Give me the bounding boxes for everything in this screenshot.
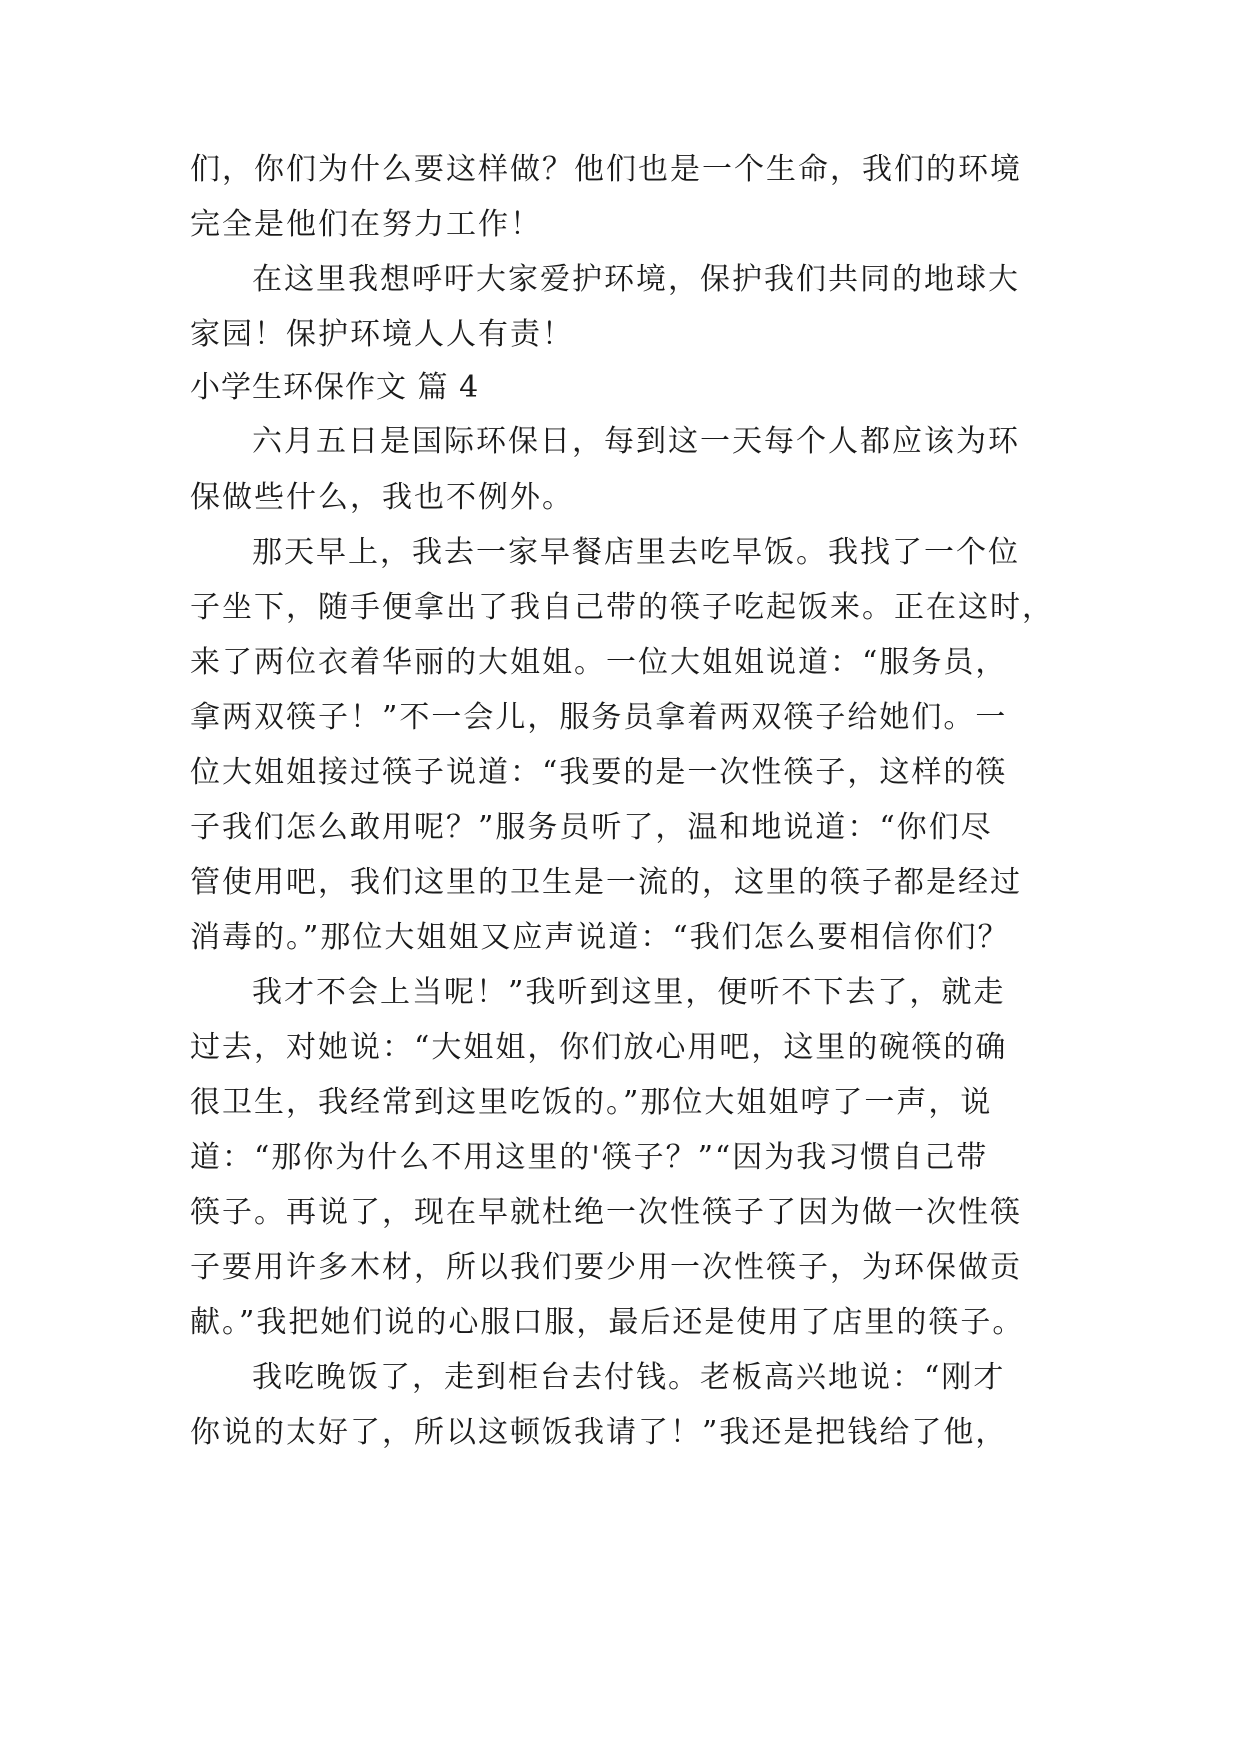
paragraph-first-line: 我吃晚饭了，走到柜台去付钱。老板高兴地说：“刚才 <box>252 1360 1006 1395</box>
text-line: 过去，对她说：“大姐姐，你们放心用吧，这里的碗筷的确 <box>190 1030 1008 1065</box>
text-line: 你说的太好了，所以这顿饭我请了！”我还是把钱给了他， <box>190 1415 1008 1450</box>
text-line: 家园！保护环境人人有责！ <box>190 317 574 352</box>
paragraph-first-line: 六月五日是国际环保日，每到这一天每个人都应该为环 <box>252 424 1020 459</box>
text-line: 子坐下，随手便拿出了我自己带的筷子吃起饭来。正在这时， <box>190 590 1054 625</box>
text-line: 保做些什么，我也不例外。 <box>190 480 574 515</box>
text-line: 来了两位衣着华丽的大姐姐。一位大姐姐说道：“服务员， <box>190 645 1008 680</box>
section-heading: 小学生环保作文 篇 4 <box>190 370 480 405</box>
text-line: 消毒的。”那位大姐姐又应声说道：“我们怎么要相信你们？ <box>190 920 1010 955</box>
text-line: 拿两双筷子！”不一会儿，服务员拿着两双筷子给她们。一 <box>190 700 1008 735</box>
text-line: 献。”我把她们说的心服口服，最后还是使用了店里的筷子。 <box>190 1305 1025 1340</box>
text-line: 子要用许多木材，所以我们要少用一次性筷子，为环保做贡 <box>190 1250 1022 1285</box>
paragraph-first-line: 那天早上，我去一家早餐店里去吃早饭。我找了一个位 <box>252 535 1020 570</box>
text-line: 位大姐姐接过筷子说道：“我要的是一次性筷子，这样的筷 <box>190 755 1008 790</box>
text-line: 们，你们为什么要这样做？他们也是一个生命，我们的环境 <box>190 152 1022 187</box>
text-line: 管使用吧，我们这里的卫生是一流的，这里的筷子都是经过 <box>190 865 1022 900</box>
text-line: 很卫生，我经常到这里吃饭的。”那位大姐姐哼了一声，说 <box>190 1085 993 1120</box>
paragraph-first-line: 在这里我想呼吁大家爱护环境，保护我们共同的地球大 <box>252 262 1020 297</box>
text-line: 筷子。再说了，现在早就杜绝一次性筷子了因为做一次性筷 <box>190 1195 1022 1230</box>
paragraph-first-line: 我才不会上当呢！”我听到这里，便听不下去了，就走 <box>252 975 1006 1010</box>
text-line: 道：“那你为什么不用这里的'筷子？”“因为我习惯自己带 <box>190 1140 989 1175</box>
text-line: 完全是他们在努力工作！ <box>190 207 542 242</box>
text-line: 子我们怎么敢用呢？”服务员听了，温和地说道：“你们尽 <box>190 810 993 845</box>
